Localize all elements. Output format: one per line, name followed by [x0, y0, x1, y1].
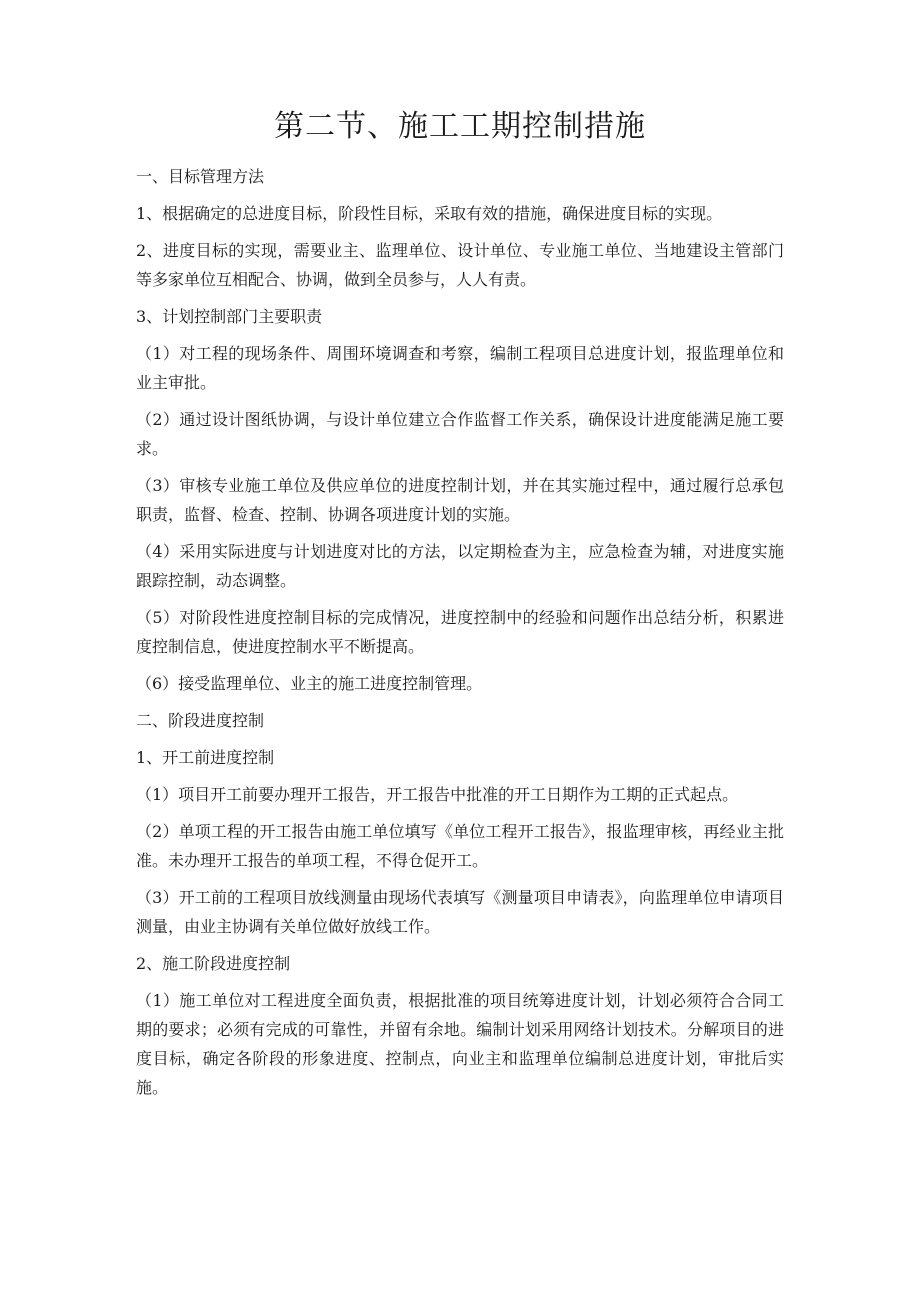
section-heading-1: 一、目标管理方法	[136, 167, 265, 186]
list-item: （5）对阶段性进度控制目标的完成情况，进度控制中的经验和问题作出总结分析，积累进度控制信息，使进度控制水平不断提高。	[136, 608, 784, 656]
list-item: （1）项目开工前要办理开工报告，开工报告中批准的开工日期作为工期的正式起点。	[136, 785, 739, 804]
list-item: （3）开工前的工程项目放线测量由现场代表填写《测量项目申请表》，向监理单位申请项目测量，由业主协调有关单位做好放线工作。	[136, 888, 784, 936]
section-heading-2: 二、阶段进度控制	[136, 711, 265, 730]
list-item: （1）施工单位对工程进度全面负责，根据批准的项目统筹进度计划，计划必须符合合同工期的要求；必须有完成的可靠性，并留有余地。编制计划采用网络计划技术。分解项目的进度目标，确定各阶段的形象进度、控制点，向业主和监理单位编制总进度计划，审批后实施。	[136, 991, 784, 1097]
list-item: （2）单项工程的开工报告由施工单位填写《单位工程开工报告》，报监理审核，再经业主批准。未办理开工报告的单项工程，不得仓促开工。	[136, 822, 784, 870]
paragraph: 2、进度目标的实现，需要业主、监理单位、设计单位、专业施工单位、当地建设主管部门等多家单位互相配合、协调，做到全员参与，人人有责。	[136, 241, 784, 289]
subheading: 3、计划控制部门主要职责	[136, 307, 323, 326]
list-item: （2）通过设计图纸协调，与设计单位建立合作监督工作关系，确保设计进度能满足施工要求。	[136, 410, 784, 458]
subheading: 1、开工前进度控制	[136, 748, 275, 767]
paragraph: 1、根据确定的总进度目标，阶段性目标，采取有效的措施，确保进度目标的实现。	[136, 204, 723, 223]
page-title: 第二节、施工工期控制措施	[274, 109, 646, 144]
list-item: （4）采用实际进度与计划进度对比的方法，以定期检查为主，应急检查为辅，对进度实施跟踪控制，动态调整。	[136, 542, 784, 590]
subheading: 2、施工阶段进度控制	[136, 954, 291, 973]
list-item: （6）接受监理单位、业主的施工进度控制管理。	[136, 674, 483, 693]
list-item: （1）对工程的现场条件、周围环境调查和考察，编制工程项目总进度计划，报监理单位和业主审批。	[136, 344, 784, 392]
list-item: （3）审核专业施工单位及供应单位的进度控制计划，并在其实施过程中，通过履行总承包职责，监督、检查、控制、协调各项进度计划的实施。	[136, 476, 784, 524]
